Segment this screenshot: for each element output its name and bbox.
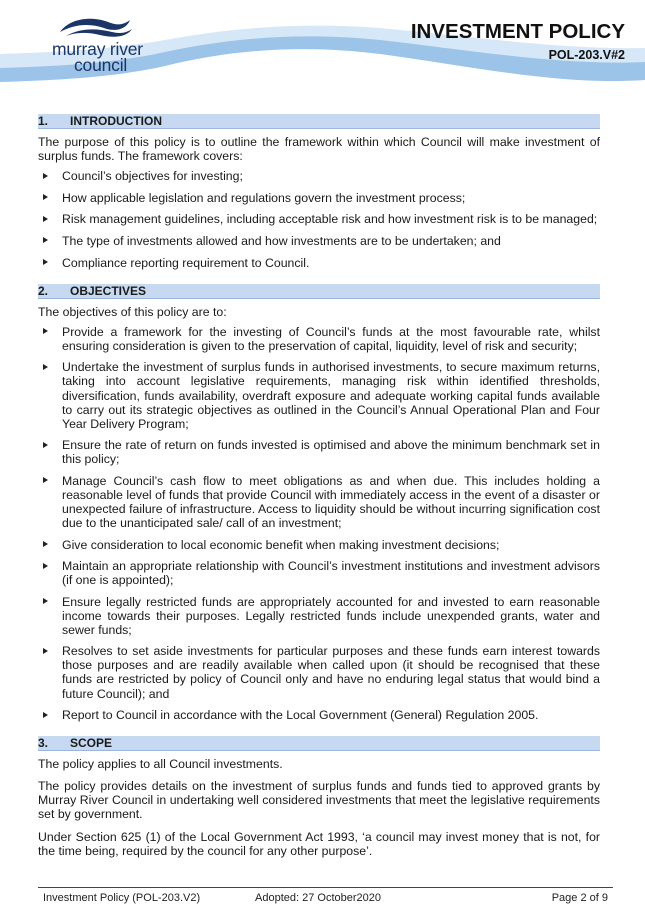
footer-adopted-date: Adopted: 27 October2020 <box>255 892 381 904</box>
bullet-arrow-icon <box>43 328 48 334</box>
bullet-arrow-icon <box>43 648 48 654</box>
bullet-arrow-icon <box>43 173 48 179</box>
document-title: INVESTMENT POLICY <box>410 20 625 43</box>
paragraph: The policy applies to all Council investments. <box>38 757 283 772</box>
section-heading-scope <box>38 736 600 751</box>
footer-page-number: Page 2 of 9 <box>551 892 608 904</box>
bullet-arrow-icon <box>43 477 48 483</box>
list-item: Report to Council in accordance with the Local Government (General) Regulation 2005. <box>38 708 600 722</box>
logo-text-council: council <box>74 55 128 75</box>
section-number: 2. <box>38 283 49 298</box>
list-item: Maintain an appropriate relationship with Council’s investment institutions and investment advisors (if one is appointed); <box>38 559 600 587</box>
list-item: Undertake the investment of surplus funds in authorised investments, to secure maximum returns, taking into account legislative requirements, managing risk within identified thresholds, diversification, funds availability, overdraft exposure and adequate working capital funds available to carry out its strategic objectives as outlined in the Council’s Annual Operational Plan and Four Year Delivery Program; <box>38 360 600 430</box>
footer-document-name: Investment Policy (POL-203.V2) <box>43 892 201 904</box>
paragraph: The objectives of this policy are to: <box>38 304 227 319</box>
bullet-arrow-icon <box>43 442 48 448</box>
document-code: POL-203.V#2 <box>548 48 625 62</box>
section-heading-introduction <box>38 114 600 129</box>
paragraph: The policy provides details on the investment of surplus funds and funds tied to approved grants by Murray River Council in undertaking well considered investments that meet the legislative requirements set by government. <box>38 779 600 822</box>
section-number: 3. <box>38 736 49 751</box>
list-item: Manage Council’s cash flow to meet obligations as and when due. This includes holding a reasonable level of funds that provide Council with immediately access in the event of a disaster or unexpected failure of infrastructure. Access to liquidity should be without incurring signification cost due to the unanticipated sale/ call of an investment; <box>38 474 600 530</box>
page-header <box>0 0 645 95</box>
list-item: The type of investments allowed and how investments are to be undertaken; and <box>38 234 600 248</box>
bullet-list <box>38 325 600 722</box>
council-logo <box>44 14 149 74</box>
section-title: SCOPE <box>70 736 113 751</box>
list-item: How applicable legislation and regulations govern the investment process; <box>38 191 600 205</box>
section-title: INTRODUCTION <box>70 114 162 128</box>
list-item: Compliance reporting requirement to Council. <box>38 256 600 270</box>
policy-content <box>38 114 600 866</box>
bullet-list <box>38 169 600 269</box>
bullet-arrow-icon <box>43 237 48 243</box>
section-number: 1. <box>38 114 49 128</box>
section-heading-objectives <box>38 284 600 299</box>
bullet-arrow-icon <box>43 598 48 604</box>
list-item: Provide a framework for the investing of Council’s funds at the most favourable rate, whilst ensuring consideration is given to the preservation of capital, liquidity, level of risk and security; <box>38 325 600 353</box>
bullet-arrow-icon <box>43 216 48 222</box>
bullet-arrow-icon <box>43 712 48 718</box>
list-item: Council’s objectives for investing; <box>38 169 600 183</box>
list-item: Resolves to set aside investments for particular purposes and these funds earn interest towards those purposes and are readily available when called upon (it should be recognised that these funds are restricted by policy of Council only and have no enduring legal status that would bind a future Council); and <box>38 644 600 700</box>
bullet-arrow-icon <box>43 259 48 265</box>
river-logo-icon <box>56 14 136 40</box>
paragraph: The purpose of this policy is to outline the framework within which Council will make investment of surplus funds. The framework covers: <box>38 135 600 164</box>
paragraph: Under Section 625 (1) of the Local Government Act 1993, ‘a council may invest money that is not, for the time being, required by the council for any other purpose’. <box>38 829 600 858</box>
section-title: OBJECTIVES <box>70 283 147 298</box>
list-item: Risk management guidelines, including acceptable risk and how investment risk is to be managed; <box>38 212 600 226</box>
bullet-arrow-icon <box>43 541 48 547</box>
bullet-arrow-icon <box>43 563 48 569</box>
logo-text-murray-river: murray river <box>52 39 143 59</box>
footer-divider <box>38 887 613 888</box>
list-item: Ensure the rate of return on funds invested is optimised and above the minimum benchmark set in this policy; <box>38 438 600 466</box>
bullet-arrow-icon <box>43 194 48 200</box>
bullet-arrow-icon <box>43 364 48 370</box>
list-item: Give consideration to local economic benefit when making investment decisions; <box>38 538 600 552</box>
list-item: Ensure legally restricted funds are appropriately accounted for and invested to earn reasonable income towards their purposes. Legally restricted funds include unexpended grants, water and sewer funds; <box>38 595 600 637</box>
